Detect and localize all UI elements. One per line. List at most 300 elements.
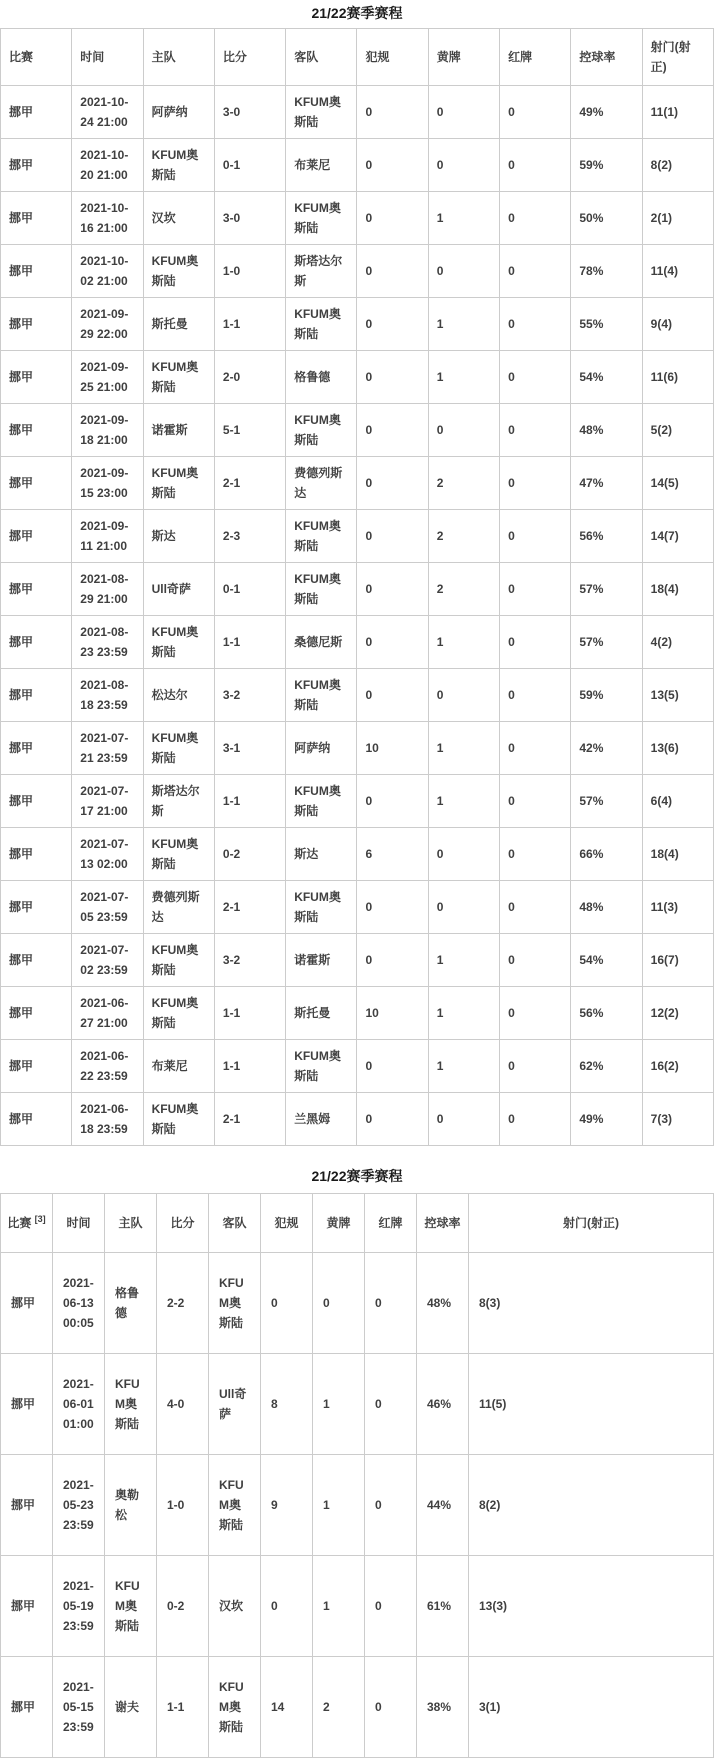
match-cell: 2021-10-20 21:00 [72,139,143,192]
match-cell: 0 [365,1556,417,1657]
match-cell: KFUM奥斯陆 [143,616,214,669]
match-cell: 2 [428,510,499,563]
match-cell: 10 [357,987,428,1040]
match-cell: 57% [571,563,642,616]
match-row [1,1040,714,1093]
match-cell: 1 [428,298,499,351]
column-header: 比赛 [1,29,72,86]
match-cell: 50% [571,192,642,245]
match-cell: 59% [571,669,642,722]
match-cell: 汉坎 [209,1556,261,1657]
match-cell: KFUM奥斯陆 [143,934,214,987]
match-row [1,616,714,669]
match-cell: 布莱尼 [286,139,357,192]
match-cell: 2021-05-23 23:59 [53,1455,105,1556]
match-cell: 挪甲 [1,351,72,404]
match-cell: 斯塔达尔斯 [286,245,357,298]
match-cell: 挪甲 [1,1455,53,1556]
match-row [1,669,714,722]
match-cell: 挪甲 [1,828,72,881]
match-cell: 1 [428,934,499,987]
match-cell: 12(2) [642,987,713,1040]
match-cell: 挪甲 [1,616,72,669]
match-cell: 1-0 [214,245,285,298]
match-cell: 11(4) [642,245,713,298]
match-cell: 挪甲 [1,1657,53,1758]
match-cell: 斯达 [286,828,357,881]
match-cell: 1 [428,775,499,828]
match-cell: 0 [500,457,571,510]
column-header: 时间 [53,1194,105,1253]
match-row [1,934,714,987]
match-cell: 0 [428,245,499,298]
match-cell: 0 [500,828,571,881]
match-cell: KFUM奥斯陆 [286,298,357,351]
match-cell: 11(6) [642,351,713,404]
match-cell: 挪甲 [1,934,72,987]
match-cell: 0 [357,457,428,510]
match-cell: 3-1 [214,722,285,775]
match-cell: 0 [428,669,499,722]
match-cell: 挪甲 [1,1556,53,1657]
match-cell: 0 [500,775,571,828]
match-row [1,1253,714,1354]
match-cell: 10 [357,722,428,775]
match-cell: KFUM奥斯陆 [209,1253,261,1354]
match-cell: Ull奇萨 [209,1354,261,1455]
match-row [1,192,714,245]
match-cell: 0 [500,669,571,722]
header-footnote-ref: [3] [34,1214,46,1224]
match-cell: 14 [261,1657,313,1758]
match-row [1,139,714,192]
match-cell: 格鲁德 [105,1253,157,1354]
match-cell: KFUM奥斯陆 [209,1455,261,1556]
match-cell: 46% [417,1354,469,1455]
match-cell: 2021-08-29 21:00 [72,563,143,616]
match-cell: 2-0 [214,351,285,404]
match-cell: 9 [261,1455,313,1556]
match-cell: 0 [313,1253,365,1354]
match-cell: KFUM奥斯陆 [286,563,357,616]
column-header: 比分 [157,1194,209,1253]
match-cell: 0 [357,934,428,987]
table-2-head [1,1194,714,1253]
match-cell: 4-0 [157,1354,209,1455]
match-cell: KFUM奥斯陆 [143,351,214,404]
match-cell: 6 [357,828,428,881]
match-cell: Ull奇萨 [143,563,214,616]
match-cell: KFUM奥斯陆 [143,1093,214,1146]
match-cell: 0 [365,1253,417,1354]
match-cell: 0-2 [157,1556,209,1657]
match-cell: 2021-07-21 23:59 [72,722,143,775]
match-cell: 55% [571,298,642,351]
match-cell: 2021-10-24 21:00 [72,86,143,139]
match-cell: 挪甲 [1,245,72,298]
match-cell: 费德列斯达 [286,457,357,510]
match-cell: 0 [357,351,428,404]
match-cell: 0 [357,881,428,934]
match-cell: 11(5) [469,1354,714,1455]
match-cell: 0 [365,1455,417,1556]
match-cell: 0-1 [214,139,285,192]
match-cell: 挪甲 [1,563,72,616]
match-cell: 54% [571,351,642,404]
match-cell: 2021-06-22 23:59 [72,1040,143,1093]
match-cell: 2021-09-29 22:00 [72,298,143,351]
match-cell: 2-1 [214,1093,285,1146]
match-cell: 2 [428,563,499,616]
match-cell: 1-1 [157,1657,209,1758]
match-cell: 1 [428,987,499,1040]
match-cell: 62% [571,1040,642,1093]
match-cell: 0 [500,192,571,245]
match-cell: 2021-06-01 01:00 [53,1354,105,1455]
match-cell: 2021-05-15 23:59 [53,1657,105,1758]
match-cell: 1 [428,722,499,775]
match-cell: 11(1) [642,86,713,139]
column-header: 黄牌 [428,29,499,86]
match-cell: 斯托曼 [143,298,214,351]
match-cell: 49% [571,1093,642,1146]
match-cell: 13(5) [642,669,713,722]
match-cell: 挪甲 [1,669,72,722]
match-cell: 56% [571,510,642,563]
match-cell: 0 [500,722,571,775]
match-cell: 5-1 [214,404,285,457]
match-cell: 47% [571,457,642,510]
match-cell: 44% [417,1455,469,1556]
match-cell: KFUM奥斯陆 [286,775,357,828]
match-cell: KFUM奥斯陆 [105,1556,157,1657]
match-cell: 0 [261,1253,313,1354]
match-row [1,828,714,881]
match-cell: 0 [500,563,571,616]
match-cell: 0 [500,1093,571,1146]
match-cell: 3-0 [214,86,285,139]
match-row [1,722,714,775]
match-cell: 0 [500,616,571,669]
match-row [1,1354,714,1455]
match-cell: 格鲁德 [286,351,357,404]
header-row [1,29,714,86]
match-cell: 0 [357,404,428,457]
match-cell: 0 [357,298,428,351]
match-cell: 3-2 [214,934,285,987]
match-cell: 0 [357,669,428,722]
match-cell: 0 [500,881,571,934]
match-cell: 0 [428,139,499,192]
match-cell: 2021-07-02 23:59 [72,934,143,987]
match-cell: 2021-09-15 23:00 [72,457,143,510]
match-cell: 挪甲 [1,775,72,828]
match-cell: 3-2 [214,669,285,722]
match-cell: 诺霍斯 [286,934,357,987]
match-cell: 3-0 [214,192,285,245]
match-cell: 1-1 [214,987,285,1040]
match-cell: 0 [428,881,499,934]
match-cell: 57% [571,616,642,669]
match-cell: 48% [571,881,642,934]
match-cell: 0 [357,1040,428,1093]
column-header: 客队 [286,29,357,86]
match-cell: 2021-06-18 23:59 [72,1093,143,1146]
match-cell: 0 [365,1354,417,1455]
match-cell: 1-1 [214,298,285,351]
match-cell: 14(5) [642,457,713,510]
column-header: 时间 [72,29,143,86]
match-cell: 5(2) [642,404,713,457]
match-cell: 1 [428,351,499,404]
match-cell: KFUM奥斯陆 [286,86,357,139]
match-cell: 3(1) [469,1657,714,1758]
match-cell: 18(4) [642,563,713,616]
match-row [1,1455,714,1556]
match-row [1,563,714,616]
column-header: 主队 [105,1194,157,1253]
match-cell: 桑德尼斯 [286,616,357,669]
match-cell: 0 [428,86,499,139]
match-cell: 0 [357,245,428,298]
match-cell: 0 [500,1040,571,1093]
match-cell: 2021-06-13 00:05 [53,1253,105,1354]
match-cell: 2021-09-11 21:00 [72,510,143,563]
match-cell: 挪甲 [1,510,72,563]
match-cell: 0 [500,510,571,563]
match-cell: 14(7) [642,510,713,563]
match-cell: KFUM奥斯陆 [286,1040,357,1093]
match-cell: 1 [313,1556,365,1657]
match-cell: 挪甲 [1,298,72,351]
match-row [1,457,714,510]
match-cell: 0 [500,245,571,298]
table-1-body [1,86,714,1146]
match-cell: 49% [571,86,642,139]
match-cell: 诺霍斯 [143,404,214,457]
match-cell: 阿萨纳 [143,86,214,139]
match-cell: 2021-05-19 23:59 [53,1556,105,1657]
match-cell: 挪甲 [1,457,72,510]
match-cell: 8 [261,1354,313,1455]
match-cell: 0 [357,1093,428,1146]
match-cell: 0 [357,563,428,616]
match-cell: 0 [428,404,499,457]
match-cell: 挪甲 [1,86,72,139]
column-header: 犯规 [261,1194,313,1253]
column-header: 射门(射正) [642,29,713,86]
match-row [1,987,714,1040]
match-cell: 斯托曼 [286,987,357,1040]
match-row [1,510,714,563]
match-cell: 1 [428,616,499,669]
match-cell: 0 [500,404,571,457]
match-cell: 2 [428,457,499,510]
match-cell: KFUM奥斯陆 [143,457,214,510]
match-cell: 挪甲 [1,1040,72,1093]
match-cell: 16(2) [642,1040,713,1093]
match-cell: 59% [571,139,642,192]
match-row [1,1093,714,1146]
match-row [1,86,714,139]
table-1-head [1,29,714,86]
match-cell: 阿萨纳 [286,722,357,775]
season-schedule-title-1: 21/22赛季赛程 [311,5,403,21]
column-header: 红牌 [500,29,571,86]
season-schedule-title-2: 21/22赛季赛程 [311,1168,403,1184]
match-cell: KFUM奥斯陆 [286,510,357,563]
column-header: 犯规 [357,29,428,86]
match-cell: KFUM奥斯陆 [286,404,357,457]
match-row [1,404,714,457]
match-cell: 奥勒松 [105,1455,157,1556]
match-cell: 2021-06-27 21:00 [72,987,143,1040]
match-cell: 48% [417,1253,469,1354]
match-cell: 54% [571,934,642,987]
match-cell: 2-1 [214,457,285,510]
match-cell: 挪甲 [1,722,72,775]
match-cell: 2021-07-17 21:00 [72,775,143,828]
match-cell: 挪甲 [1,139,72,192]
column-header: 控球率 [571,29,642,86]
match-cell: 布莱尼 [143,1040,214,1093]
match-cell: 18(4) [642,828,713,881]
match-cell: 0 [500,934,571,987]
match-cell: 56% [571,987,642,1040]
match-cell: 2021-08-23 23:59 [72,616,143,669]
match-cell: 2(1) [642,192,713,245]
match-cell: 42% [571,722,642,775]
match-cell: 0 [500,987,571,1040]
match-cell: 0 [357,192,428,245]
season-schedule-table-2 [0,1193,714,1758]
match-cell: 2021-07-05 23:59 [72,881,143,934]
match-cell: 2021-10-16 21:00 [72,192,143,245]
match-cell: 1-1 [214,1040,285,1093]
column-header: 主队 [143,29,214,86]
match-cell: 2-2 [157,1253,209,1354]
column-header: 黄牌 [313,1194,365,1253]
match-cell: 66% [571,828,642,881]
match-cell: 2-3 [214,510,285,563]
match-cell: 0 [261,1556,313,1657]
match-cell: 挪甲 [1,404,72,457]
match-cell: 0 [500,298,571,351]
match-cell: KFUM奥斯陆 [143,722,214,775]
match-cell: 2021-09-25 21:00 [72,351,143,404]
match-cell: 0-2 [214,828,285,881]
match-cell: 挪甲 [1,192,72,245]
match-cell: 48% [571,404,642,457]
match-cell: 斯达 [143,510,214,563]
match-cell: KFUM奥斯陆 [143,245,214,298]
column-header: 控球率 [417,1194,469,1253]
match-cell: 2021-08-18 23:59 [72,669,143,722]
match-cell: KFUM奥斯陆 [286,881,357,934]
column-header: 比分 [214,29,285,86]
match-cell: 8(2) [469,1455,714,1556]
match-row [1,245,714,298]
match-cell: 0 [500,86,571,139]
match-row [1,775,714,828]
match-row [1,298,714,351]
match-cell: 0 [365,1657,417,1758]
match-cell: 挪甲 [1,987,72,1040]
match-cell: 11(3) [642,881,713,934]
match-cell: 1-0 [157,1455,209,1556]
match-cell: KFUM奥斯陆 [105,1354,157,1455]
match-cell: 57% [571,775,642,828]
match-cell: 38% [417,1657,469,1758]
match-row [1,881,714,934]
match-cell: 1 [428,1040,499,1093]
match-cell: 61% [417,1556,469,1657]
match-cell: 挪甲 [1,881,72,934]
match-cell: KFUM奥斯陆 [143,139,214,192]
match-cell: 0 [500,139,571,192]
match-cell: 松达尔 [143,669,214,722]
match-cell: 谢夫 [105,1657,157,1758]
match-cell: 0-1 [214,563,285,616]
match-row [1,1556,714,1657]
match-cell: 0 [357,86,428,139]
match-cell: 2021-07-13 02:00 [72,828,143,881]
match-cell: 9(4) [642,298,713,351]
match-cell: 4(2) [642,616,713,669]
match-cell: 2-1 [214,881,285,934]
column-header: 比赛 [3] [1,1194,53,1253]
match-cell: 6(4) [642,775,713,828]
match-cell: 0 [357,139,428,192]
match-cell: 13(3) [469,1556,714,1657]
column-header: 射门(射正) [469,1194,714,1253]
match-cell: 8(2) [642,139,713,192]
match-cell: 0 [428,1093,499,1146]
match-row [1,351,714,404]
header-row [1,1194,714,1253]
match-cell: 挪甲 [1,1253,53,1354]
match-cell: 1 [313,1354,365,1455]
match-cell: 0 [357,510,428,563]
match-cell: 2021-09-18 21:00 [72,404,143,457]
match-cell: 兰黑姆 [286,1093,357,1146]
season-schedule-table-1 [0,28,714,1146]
match-cell: 斯塔达尔斯 [143,775,214,828]
match-cell: 1-1 [214,775,285,828]
match-cell: 8(3) [469,1253,714,1354]
match-cell: KFUM奥斯陆 [209,1657,261,1758]
match-cell: 0 [428,828,499,881]
match-cell: 13(6) [642,722,713,775]
column-header: 红牌 [365,1194,417,1253]
match-cell: 挪甲 [1,1093,72,1146]
match-cell: 1-1 [214,616,285,669]
table-2-body [1,1253,714,1758]
match-cell: KFUM奥斯陆 [143,828,214,881]
match-cell: 1 [428,192,499,245]
match-row [1,1657,714,1758]
match-cell: KFUM奥斯陆 [286,192,357,245]
column-header: 客队 [209,1194,261,1253]
match-cell: KFUM奥斯陆 [143,987,214,1040]
match-cell: 7(3) [642,1093,713,1146]
match-cell: 16(7) [642,934,713,987]
match-cell: KFUM奥斯陆 [286,669,357,722]
match-cell: 0 [357,775,428,828]
match-cell: 2021-10-02 21:00 [72,245,143,298]
match-cell: 汉坎 [143,192,214,245]
match-cell: 0 [500,351,571,404]
